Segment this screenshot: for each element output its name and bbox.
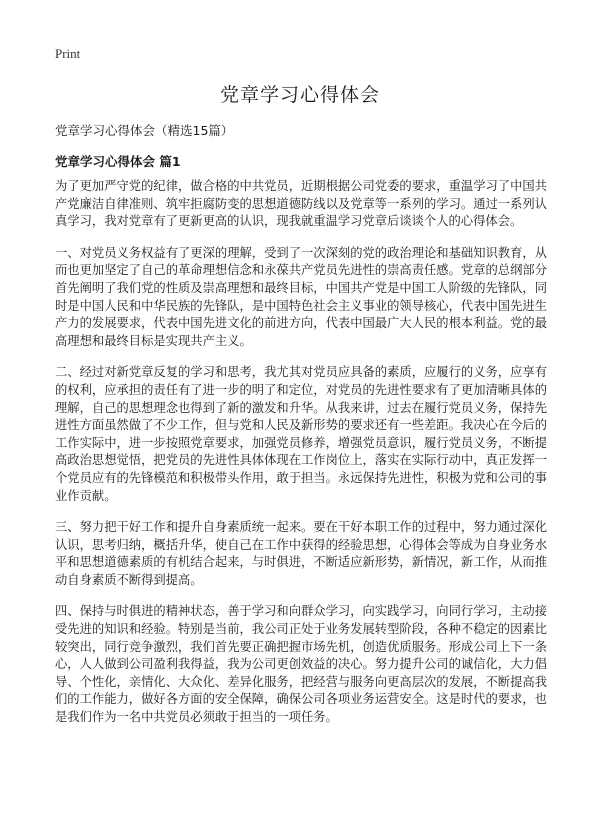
body-paragraph-3: 三、努力把干好工作和提升自身素质统一起来。要在干好本职工作的过程中，努力通过深化认识，思考归纳，概括升华，使自己在工作中获得的经验思想，心得体会等成为自身业务水平和思想道德素质的有机结合起来，与时俱进，不断适应新形势，新情况，新工作，从而推动自身素质不断得到提高。 — [55, 520, 547, 587]
body-paragraph-4: 四、保持与时俱进的精神状态，善于学习和向群众学习，向实践学习，向同行学习，主动接受先进的知识和经验。特别是当前，我公司正处于业务发展转型阶段，各种不稳定的因素比较突出，同行竞争激烈，我们首先要正确把握市场先机，创造优质服务。形成公司上下一条心，人人做到公司盈利我得益，我为公司更创效益的决心。努力提升公司的诚信化，大力倡导、个性化，亲情化、大众化、差异化服务，把经营与服务向更高层次的发展，不断提高我们的工作能力，做好各方面的安全保障，确保公司各项业务运营安全。这是时代的要求，也是我们作为一名中共党员必须敢于担当的一项任务。 — [55, 604, 547, 725]
section-heading: 党章学习心得体会 篇1 — [55, 154, 181, 169]
print-link[interactable]: Print — [55, 46, 81, 61]
document-subtitle: 党章学习心得体会（精选15篇） — [55, 123, 234, 138]
document-title: 党章学习心得体会 — [219, 84, 380, 106]
document-body — [55, 178, 547, 741]
body-paragraph-2: 二、经过对新党章反复的学习和思考，我尤其对党员应具备的素质，应履行的义务，应享有的权利，应承担的责任有了进一步的明了和定位，对党员的先进性要求有了更加清晰具体的理解，自己的思想理念也得到了新的激发和升华。从我来讲，过去在履行党员义务，保持先进性方面虽然做了不少工作，但与党和人民及新形势的要求还有一些差距。我决心在今后的工作实际中，进一步按照党章要求，加强党员修养，增强党员意识，履行党员义务，不断提高政治思想觉悟，把党员的先进性具体体现在工作岗位上，落实在实际行动中，真正发挥一个党员应有的先锋模范和积极带头作用，敢于担当。永远保持先进性，积极为党和公司的事业作贡献。 — [55, 365, 547, 503]
body-paragraph-1: 一、对党员义务权益有了更深的理解，受到了一次深刻的党的政治理论和基础知识教育，从而也更加坚定了自己的革命理想信念和永葆共产党员先进性的崇高责任感。党章的总纲部分首先阐明了我们党的性质及崇高理想和最终目标，中国共产党是中国工人阶级的先锋队，同时是中国人民和中华民族的先锋队，是中国特色社会主义事业的领导核心，代表中国先进生产力的发展要求，代表中国先进文化的前进方向，代表中国最广大人民的根本利益。党的最高理想和最终目标是实现共产主义。 — [55, 245, 547, 348]
body-paragraph-intro: 为了更加严守党的纪律，做合格的中共党员，近期根据公司党委的要求，重温学习了中国共产党廉洁自律准则、筑牢拒腐防变的思想道德防线以及党章等一系列的学习。通过一系列认真学习，我对党章有了更新更高的认识，现我就重温学习党章后谈谈个人的心得体会。 — [55, 179, 547, 229]
